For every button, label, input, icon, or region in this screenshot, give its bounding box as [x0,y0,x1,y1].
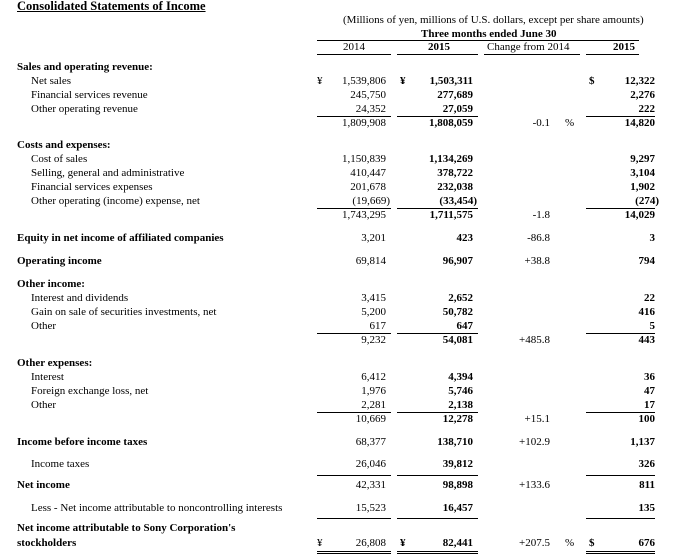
value-usd: (274) [635,195,659,207]
value-usd: 416 [638,306,655,318]
total-2015: 54,081 [442,334,473,346]
value-usd: 3 [649,232,655,244]
value-2014: 15,523 [355,502,386,514]
percent-symbol: % [565,537,575,549]
row-label: Other [31,320,57,332]
double-rule [317,551,391,554]
value-2015: 277,689 [437,89,473,101]
value-usd: 5 [649,320,655,332]
total-2014: 1,743,295 [342,209,386,221]
value-2014: 3,201 [361,232,386,244]
total-2014: 9,232 [361,334,386,346]
value-2015: 4,394 [448,371,473,383]
value-usd: 135 [638,502,655,514]
value-2015: 647 [456,320,473,332]
value-2014: 68,377 [355,436,386,448]
row-label-net-income: Net income [17,479,70,491]
subtotal-rule [586,518,655,519]
units-note: (Millions of yen, millions of U.S. dollars, except per share amounts) [343,14,644,26]
col-usd-header: 2015 [613,41,635,53]
change-value: +102.9 [519,436,550,448]
row-label: Cost of sales [31,153,88,165]
value-usd: 9,297 [630,153,655,165]
row-label: Other operating revenue [31,103,138,115]
value-usd: 22 [644,292,655,304]
total-2014: 1,809,908 [342,117,386,129]
section-heading-sales: Sales and operating revenue: [17,61,153,73]
total-usd: 100 [638,413,655,425]
value-2014: 6,412 [361,371,386,383]
value-2015: 423 [456,232,473,244]
section-heading-other-income: Other income: [17,278,85,290]
row-label: Interest [31,371,64,383]
subtotal-rule [397,518,478,519]
value-usd: 1,137 [630,436,655,448]
subtotal-rule [317,518,391,519]
subtotal-rule [586,475,655,476]
value-2015: 82,441 [442,537,473,549]
header-underline-change [484,54,580,55]
double-rule [586,551,655,554]
row-label: Gain on sale of securities investments, net [31,306,217,318]
change-value: -0.1 [532,117,550,129]
value-usd: 1,902 [630,181,655,193]
total-usd: 14,820 [624,117,655,129]
usd-symbol: $ [589,537,595,549]
row-label: Foreign exchange loss, net [31,385,149,397]
total-usd: 443 [638,334,655,346]
value-2015: 378,722 [437,167,473,179]
value-2014: 1,539,806 [342,75,386,87]
row-label: Other operating (income) expense, net [31,195,200,207]
value-2015: 232,038 [437,181,473,193]
change-value: +485.8 [519,334,550,346]
change-value: +207.5 [519,537,550,549]
value-2014: 26,046 [355,458,386,470]
value-2014: 3,415 [361,292,386,304]
row-label: Net sales [31,75,72,87]
yen-symbol: ¥ [400,537,406,549]
value-2014: 26,808 [355,537,386,549]
header-rule [317,40,639,41]
double-rule [397,551,478,554]
value-2015: 50,782 [442,306,473,318]
value-usd: 47 [644,385,655,397]
value-2014: 245,750 [350,89,386,101]
header-underline-2014 [317,54,391,55]
change-value: +133.6 [519,479,550,491]
yen-symbol: ¥ [317,75,323,87]
total-2015: 1,711,575 [429,209,473,221]
col-2015-header: 2015 [428,41,450,53]
value-usd: 811 [639,479,655,491]
row-label-sony-line1: Net income attributable to Sony Corporation's [17,522,236,534]
value-usd: 2,276 [630,89,655,101]
subtotal-rule [397,475,478,476]
value-2015: (33,454) [439,195,477,207]
value-2014: 2,281 [361,399,386,411]
change-value: +15.1 [524,413,550,425]
row-label: Interest and dividends [31,292,129,304]
total-2015: 1,808,059 [429,117,473,129]
col-2014-header: 2014 [343,41,365,53]
row-label: Financial services expenses [31,181,153,193]
usd-symbol: $ [589,75,595,87]
value-2014: 201,678 [350,181,386,193]
row-label-taxes: Income taxes [31,458,90,470]
value-usd: 3,104 [630,167,655,179]
row-label-pretax: Income before income taxes [17,436,148,448]
header-underline-usd [586,54,639,55]
yen-symbol: ¥ [317,537,323,549]
value-2014: 1,150,839 [342,153,386,165]
value-2015: 16,457 [442,502,473,514]
total-usd: 14,029 [624,209,655,221]
value-usd: 36 [644,371,655,383]
value-2014: 42,331 [355,479,386,491]
value-usd: 326 [638,458,655,470]
value-2015: 96,907 [442,255,473,267]
value-2015: 27,059 [442,103,473,115]
row-label: Other [31,399,57,411]
value-2015: 1,134,269 [429,153,473,165]
col-change-header: Change from 2014 [487,41,570,53]
total-2015: 12,278 [442,413,473,425]
value-2014: 1,976 [361,385,386,397]
period-header: Three months ended June 30 [421,28,557,40]
value-2015: 1,503,311 [429,75,473,87]
value-usd: 222 [638,103,655,115]
total-2014: 10,669 [355,413,386,425]
section-heading-costs: Costs and expenses: [17,139,111,151]
value-2015: 2,138 [448,399,473,411]
row-label-sony-line2: stockholders [17,537,77,549]
value-2014: 5,200 [361,306,386,318]
value-2014: 69,814 [355,255,386,267]
value-2015: 39,812 [442,458,473,470]
value-2014: 24,352 [355,103,386,115]
percent-symbol: % [565,117,575,129]
value-usd: 12,322 [624,75,655,87]
value-usd: 676 [638,537,655,549]
section-heading-other-expenses: Other expenses: [17,357,93,369]
value-2014: 617 [369,320,386,332]
change-value: -86.8 [527,232,550,244]
header-underline-2015 [397,54,478,55]
page-title: Consolidated Statements of Income [17,0,206,13]
subtotal-rule [317,475,391,476]
value-2015: 2,652 [448,292,473,304]
change-value: +38.8 [524,255,550,267]
row-label: Selling, general and administrative [31,167,185,179]
value-2015: 5,746 [448,385,473,397]
value-usd: 794 [638,255,655,267]
value-2014: 410,447 [350,167,386,179]
value-2014: (19,669) [352,195,390,207]
row-label-equity: Equity in net income of affiliated companies [17,232,224,244]
row-label: Financial services revenue [31,89,148,101]
row-label-operating: Operating income [17,255,102,267]
change-value: -1.8 [532,209,550,221]
row-label-nci: Less - Net income attributable to noncontrolling interests [31,502,283,514]
value-2015: 98,898 [442,479,473,491]
yen-symbol: ¥ [400,75,406,87]
value-2015: 138,710 [437,436,473,448]
value-usd: 17 [644,399,655,411]
